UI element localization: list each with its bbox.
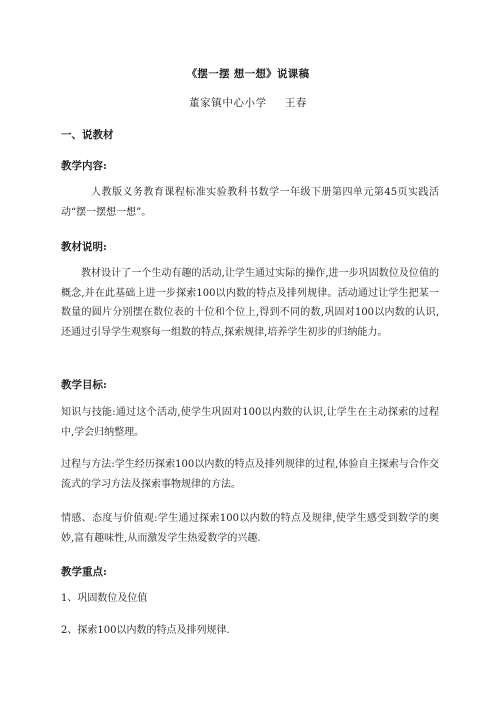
paragraph-teaching-content: 人教版义务教育课程标准实验教科书数学一年级下册第四单元第45页实践活动“摆一摆想一想”。 [61,187,439,218]
heading-teaching-content: 教学内容: [61,160,107,172]
author-school: 董家镇中心小学 [189,97,267,109]
keypoint-item-2: 2、探索100以内数的特点及排列规律. [61,625,230,636]
document-title: 《摆一摆 想一想》说课稿 [186,68,310,80]
heading-teaching-keypoints: 教学重点: [61,566,107,578]
author-line [0,95,496,110]
paragraph-goal-emotion: 情感、态度与价值观:学生通过探索100以内数的特点及规律,使学生感受到数学的奥妙,富有趣味性,从而激发学生热爱数学的兴趣. [61,513,439,544]
heading-teaching-goals: 教学目标: [61,379,107,391]
author-name: 王春 [284,97,307,109]
paragraph-textbook-explanation: 教材设计了一个生动有趣的活动,让学生通过实际的操作,进一步巩固数位及位值的概念,并在此基础上进一步探索100以内数的特点及排列规律。活动通过让学生把某一数量的圆片分别摆在数位表的十位和个位上,得到不同的数,巩固对100以内数的认识,还通过引导学生观察每一组数的特点,探索规律,培养学生初步的归纳能力。 [61,268,439,338]
paragraph-goal-process: 过程与方法:学生经历探索100以内数的特点及排列规律的过程,体验自主探索与合作交流式的学习方法及探索事物规律的方法。 [61,459,439,490]
section-heading-textbook: 一、说教材 [61,129,114,141]
heading-textbook-explanation: 教材说明: [61,241,107,253]
paragraph-goal-knowledge: 知识与技能:通过这个活动,使学生巩固对100以内数的认识,让学生在主动探索的过程中,学会归纳整理。 [61,407,439,438]
keypoint-item-1: 1、巩固数位及位值 [61,593,148,604]
